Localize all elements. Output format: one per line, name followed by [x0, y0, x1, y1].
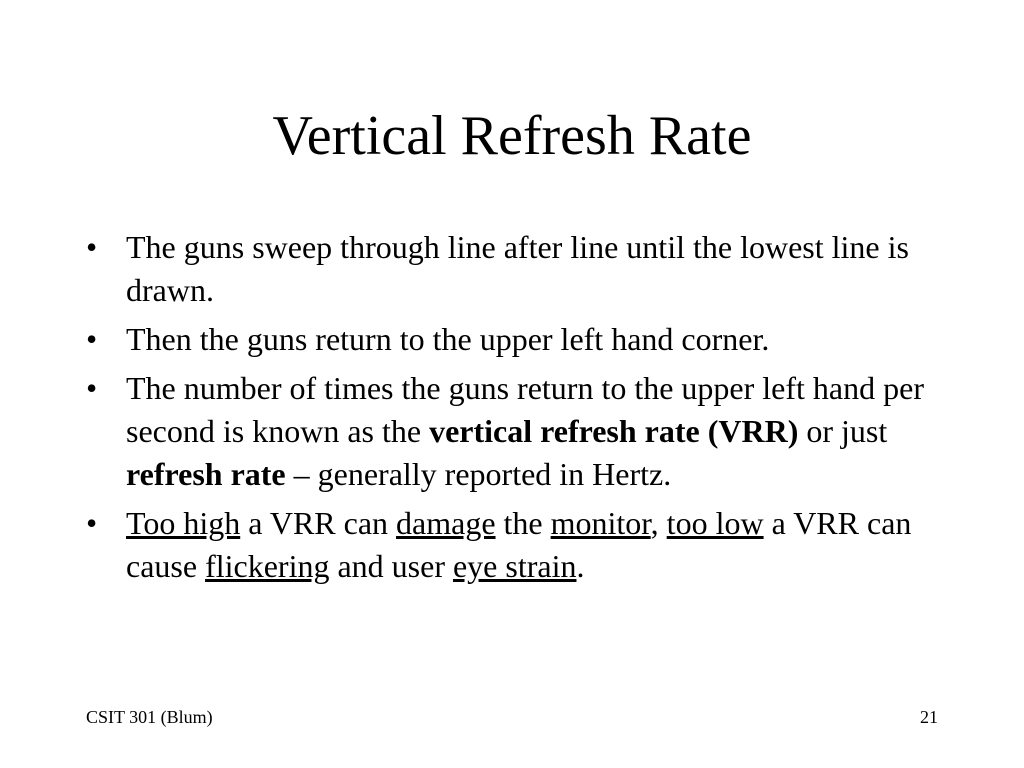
- footer-page-number: 21: [920, 707, 938, 727]
- bullet-text: Then the guns return to the upper left hand corner.: [126, 321, 770, 357]
- term-refresh-rate: refresh rate: [126, 456, 286, 492]
- underlined-term-flickering: flickering: [205, 548, 330, 584]
- bullet-text: .: [576, 548, 585, 584]
- bullet-text: – generally reported in Hertz.: [285, 456, 672, 492]
- bullet-text: The number of times the guns return to the upper left hand per second is known as the: [126, 370, 924, 449]
- underlined-term-eye-strain: eye strain: [452, 548, 577, 584]
- bullet-item: [86, 318, 946, 361]
- footer-course-label: CSIT 301 (Blum): [86, 707, 213, 727]
- bullet-item: [86, 367, 946, 496]
- bullet-marker: •: [86, 229, 98, 265]
- bullet-list: [86, 226, 946, 594]
- bullet-text: a VRR can: [240, 505, 397, 541]
- underlined-term-too-high: Too high: [126, 505, 241, 541]
- bullet-text: the: [495, 505, 551, 541]
- bullet-item: [86, 226, 946, 312]
- bullet-text: and user: [329, 548, 453, 584]
- bullet-item: [86, 502, 946, 588]
- bullet-marker: •: [86, 370, 98, 406]
- bullet-text: ,: [650, 505, 667, 541]
- bullet-text: or just: [798, 413, 888, 449]
- slide-title: Vertical Refresh Rate: [272, 105, 752, 167]
- underlined-term-damage: damage: [396, 505, 496, 541]
- bullet-text: The guns sweep through line after line until the lowest line is drawn.: [126, 229, 909, 308]
- bullet-marker: •: [86, 505, 98, 541]
- underlined-term-too-low: too low: [666, 505, 764, 541]
- term-vertical-refresh-rate: vertical refresh rate (VRR): [429, 413, 799, 449]
- bullet-marker: •: [86, 321, 98, 357]
- bullet-text: a VRR can cause: [126, 505, 912, 584]
- underlined-term-monitor: monitor: [550, 505, 651, 541]
